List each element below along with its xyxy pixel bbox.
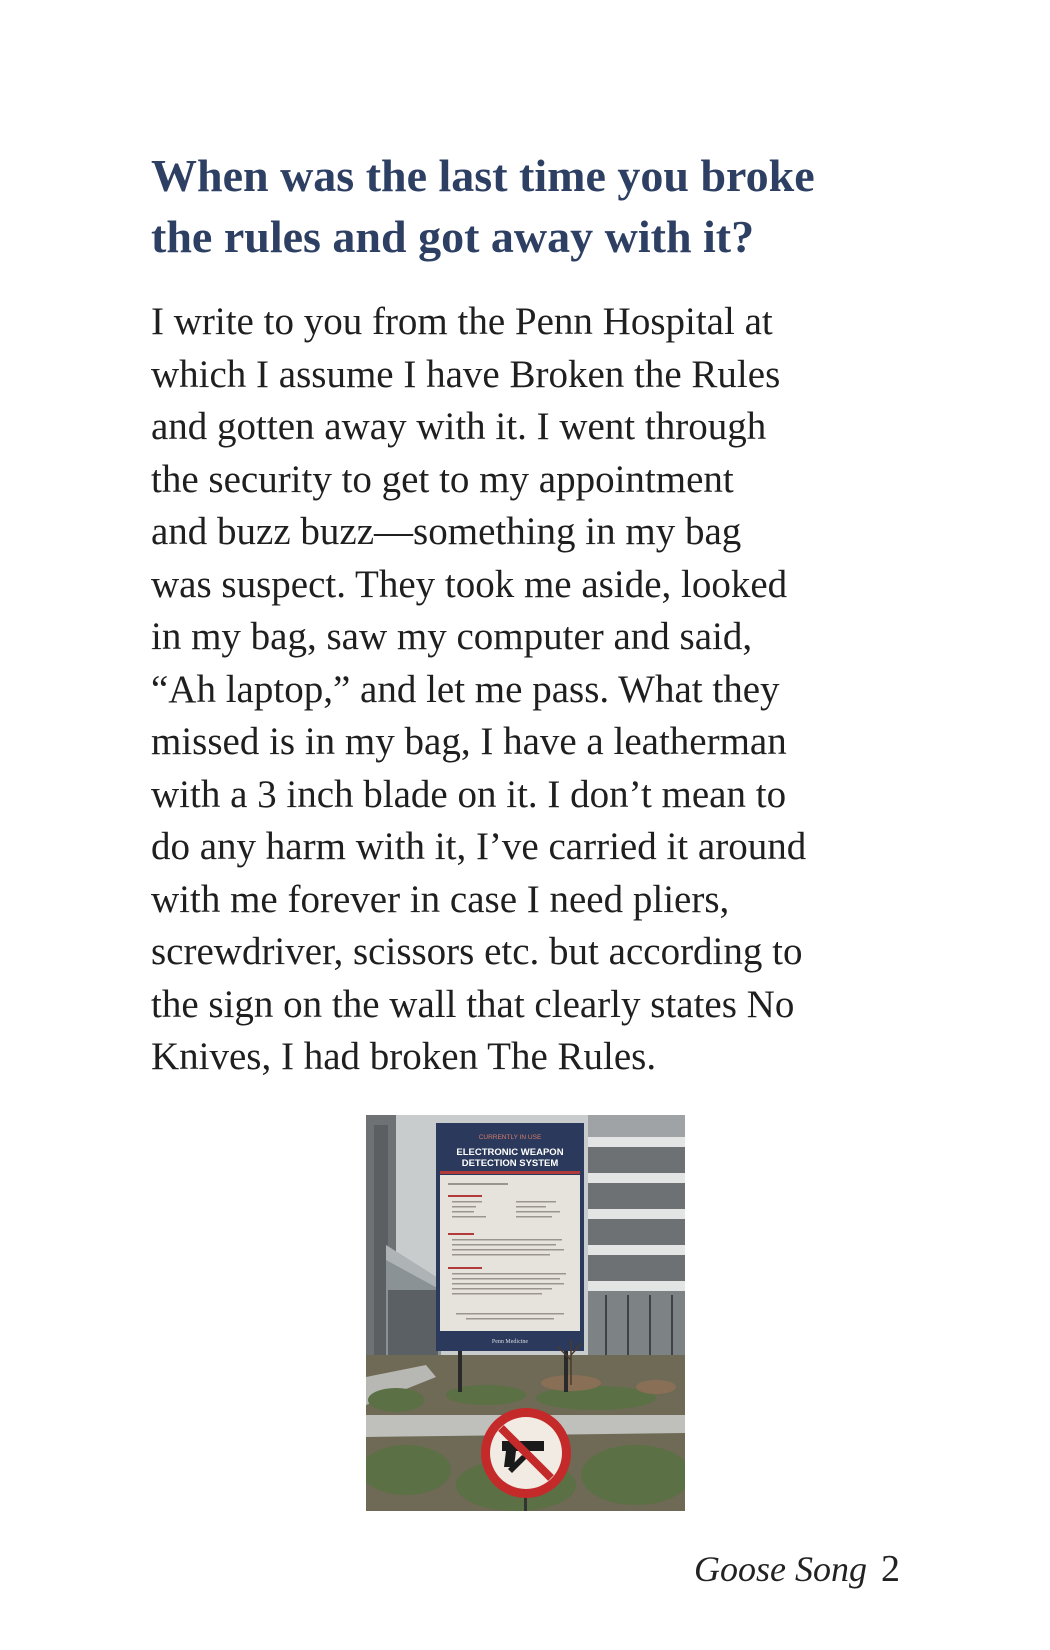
- sign-brand: Penn Medicine: [491, 1339, 529, 1345]
- body-line: missed is in my bag, I have a leatherman: [151, 720, 787, 763]
- body-line: and gotten away with it. I went through: [151, 405, 767, 448]
- body-line: screwdriver, scissors etc. but according to: [151, 930, 803, 973]
- body-line: which I assume I have Broken the Rules: [151, 352, 781, 396]
- publication-title: Goose Song: [694, 1549, 867, 1589]
- body-line: and buzz buzz—something in my bag: [151, 510, 742, 553]
- body-line: with me forever in case I need pliers,: [151, 877, 730, 921]
- sign-status: CURRENTLY IN USE: [478, 1134, 542, 1141]
- heading-line: When was the last time you broke: [151, 150, 815, 201]
- body-line: the sign on the wall that clearly states No: [151, 982, 795, 1026]
- body-line: do any harm with it, I’ve carried it around: [151, 825, 807, 868]
- sign-title-1: ELECTRONIC WEAPON: [456, 1147, 564, 1158]
- no-weapons-sign: [481, 1408, 571, 1498]
- page-heading: [151, 145, 911, 267]
- body-line: I write to you from the Penn Hospital at: [151, 300, 773, 343]
- photo-illustration: [366, 1115, 685, 1511]
- body-line: Knives, I had broken The Rules.: [151, 1035, 657, 1078]
- sign-title-2: DETECTION SYSTEM: [461, 1158, 559, 1169]
- body-line: “Ah laptop,” and let me pass. What they: [151, 667, 780, 711]
- body-line: the security to get to my appointment: [151, 457, 734, 501]
- heading-line: the rules and got away with it?: [151, 211, 755, 262]
- body-paragraph: [151, 296, 911, 1084]
- body-line: in my bag, saw my computer and said,: [151, 615, 753, 658]
- photo-weapon-detection-sign: [366, 1115, 685, 1511]
- body-line: was suspect. They took me aside, looked: [151, 562, 788, 606]
- page-number: 2: [881, 1548, 900, 1590]
- body-line: with a 3 inch blade on it. I don’t mean to: [151, 772, 787, 816]
- page-footer: [600, 1547, 900, 1591]
